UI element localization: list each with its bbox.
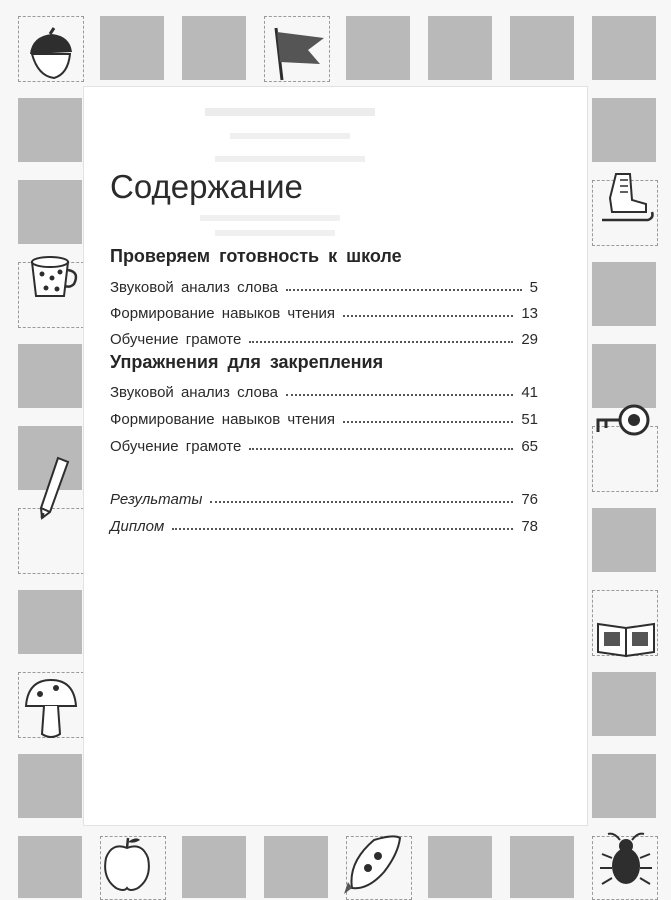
toc-entry-page: 13	[521, 305, 538, 322]
toc-entry-page: 78	[521, 518, 538, 535]
acorn-icon	[20, 24, 80, 84]
gray-cell	[18, 836, 82, 898]
dot-leader	[249, 341, 513, 343]
gray-cell	[592, 98, 656, 162]
toc-entry	[110, 484, 538, 508]
toc-entry-page: 51	[521, 411, 538, 428]
gray-cell	[182, 836, 246, 898]
toc-entry	[110, 298, 538, 322]
gray-cell	[18, 344, 82, 408]
toc-entry-page: 41	[521, 384, 538, 401]
toc-entry-page: 5	[529, 279, 538, 296]
gray-cell	[18, 98, 82, 162]
apple-icon	[98, 834, 156, 896]
toc-entry-label: Формирование навыков чтения	[110, 411, 336, 428]
bleed-through	[230, 133, 350, 139]
gray-cell	[264, 836, 328, 898]
open-book-icon	[594, 612, 660, 662]
toc-entry-label: Звуковой анализ слова	[110, 279, 279, 296]
key-icon	[592, 398, 656, 448]
gray-cell	[592, 672, 656, 736]
dot-leader	[343, 421, 513, 423]
dot-leader	[286, 394, 513, 396]
toc-entry-label: Обучение грамоте	[110, 331, 242, 348]
gray-cell	[428, 836, 492, 898]
gray-cell	[18, 180, 82, 244]
gray-cell	[510, 836, 574, 898]
dot-leader	[210, 501, 513, 503]
section-heading: Проверяем готовность к школе	[110, 246, 402, 266]
toc-entry-label: Звуковой анализ слова	[110, 384, 279, 401]
toc-entry	[110, 377, 538, 401]
dot-leader	[343, 315, 513, 317]
section-heading: Упражнения для закрепления	[110, 352, 384, 372]
gray-cell	[100, 16, 164, 80]
toc-entry-page: 29	[521, 331, 538, 348]
bleed-through	[205, 108, 375, 116]
page-title: Содержание	[110, 168, 303, 205]
pencil-icon	[28, 452, 78, 524]
dot-leader	[249, 448, 513, 450]
gray-cell	[592, 508, 656, 572]
gray-cell	[182, 16, 246, 80]
flag-icon	[268, 22, 330, 84]
toc-entry	[110, 511, 538, 535]
gray-cell	[510, 16, 574, 80]
bleed-through	[215, 156, 365, 162]
gray-cell	[18, 590, 82, 654]
gray-cell	[346, 16, 410, 80]
toc-entry-label: Обучение грамоте	[110, 438, 242, 455]
bleed-through	[215, 230, 335, 236]
toc-entry-page: 76	[521, 491, 538, 508]
gray-cell	[592, 754, 656, 818]
gray-cell	[428, 16, 492, 80]
toc-entry-label: Результаты	[110, 491, 203, 508]
toc-entry-page: 65	[521, 438, 538, 455]
dot-leader	[286, 289, 522, 291]
rocket-icon	[338, 832, 408, 898]
toc-entry-label: Формирование навыков чтения	[110, 305, 336, 322]
gray-cell	[18, 754, 82, 818]
beetle-icon	[594, 828, 658, 894]
toc-entry	[110, 404, 538, 428]
toc-entry	[110, 272, 538, 296]
toc-entry-label: Диплом	[110, 518, 165, 535]
toc-entry	[110, 324, 538, 348]
dot-leader	[172, 528, 513, 530]
mushroom-icon	[20, 672, 82, 744]
cup-icon	[22, 244, 84, 306]
gray-cell	[592, 262, 656, 326]
gray-cell	[592, 16, 656, 80]
ice-skate-icon	[594, 168, 656, 230]
bleed-through	[200, 215, 340, 221]
toc-entry	[110, 431, 538, 455]
